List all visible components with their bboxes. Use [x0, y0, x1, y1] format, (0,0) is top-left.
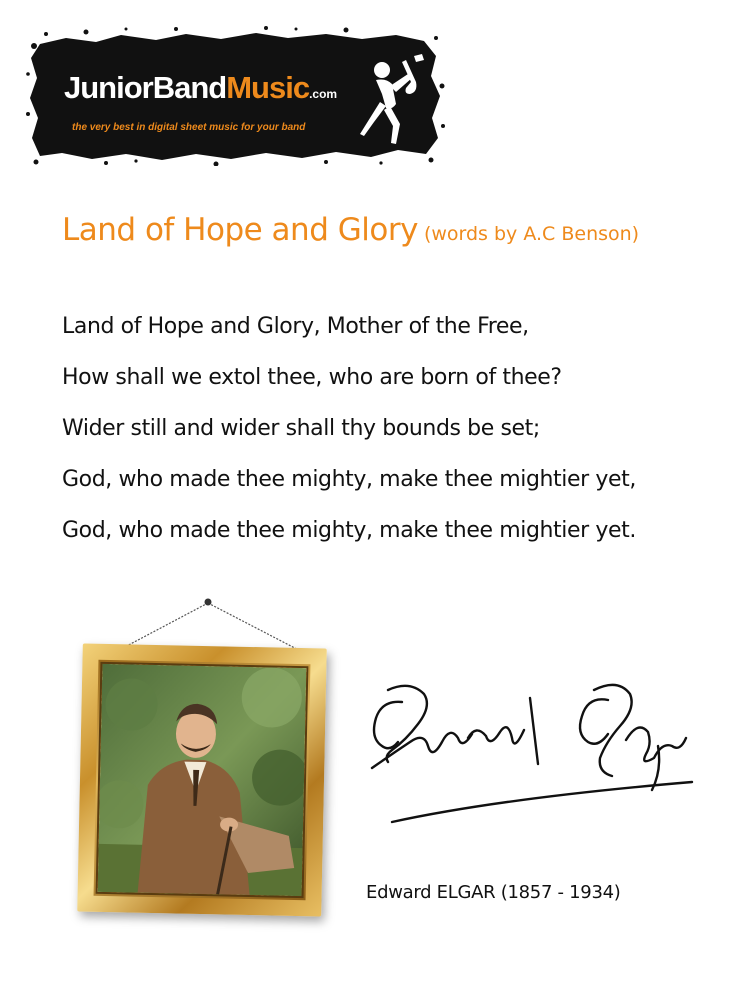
logo-wordmark — [64, 70, 337, 106]
lyric-line: God, who made thee mighty, make thee mightier yet. — [62, 518, 636, 543]
logo-word-junior: Junior — [64, 70, 153, 105]
nail-icon — [205, 599, 212, 606]
site-logo-banner[interactable] — [26, 26, 446, 166]
song-title: Land of Hope and Glory — [62, 212, 418, 248]
lyric-line: How shall we extol thee, who are born of thee? — [62, 365, 562, 390]
composer-caption: Edward ELGAR (1857 - 1934) — [366, 882, 621, 903]
logo-word-band: Band — [152, 70, 227, 105]
lyrics-block — [62, 306, 636, 561]
gold-frame — [77, 643, 327, 916]
elgar-signature — [362, 672, 707, 832]
lyric-line: God, who made thee mighty, make thee mightier yet, — [62, 467, 636, 492]
logo-word-com: .com — [309, 87, 338, 101]
logo-word-music: Music — [226, 70, 310, 105]
portrait-image — [96, 662, 309, 898]
song-credit: (words by A.C Benson) — [423, 223, 640, 245]
saxophone-player-icon — [356, 52, 426, 152]
lyric-line: Wider still and wider shall thy bounds be set; — [62, 416, 540, 441]
lyric-line: Land of Hope and Glory, Mother of the Free, — [62, 314, 529, 339]
portrait-illustration — [98, 664, 307, 896]
logo-tagline: the very best in digital sheet music for your band — [72, 122, 306, 133]
page-title — [62, 212, 639, 248]
